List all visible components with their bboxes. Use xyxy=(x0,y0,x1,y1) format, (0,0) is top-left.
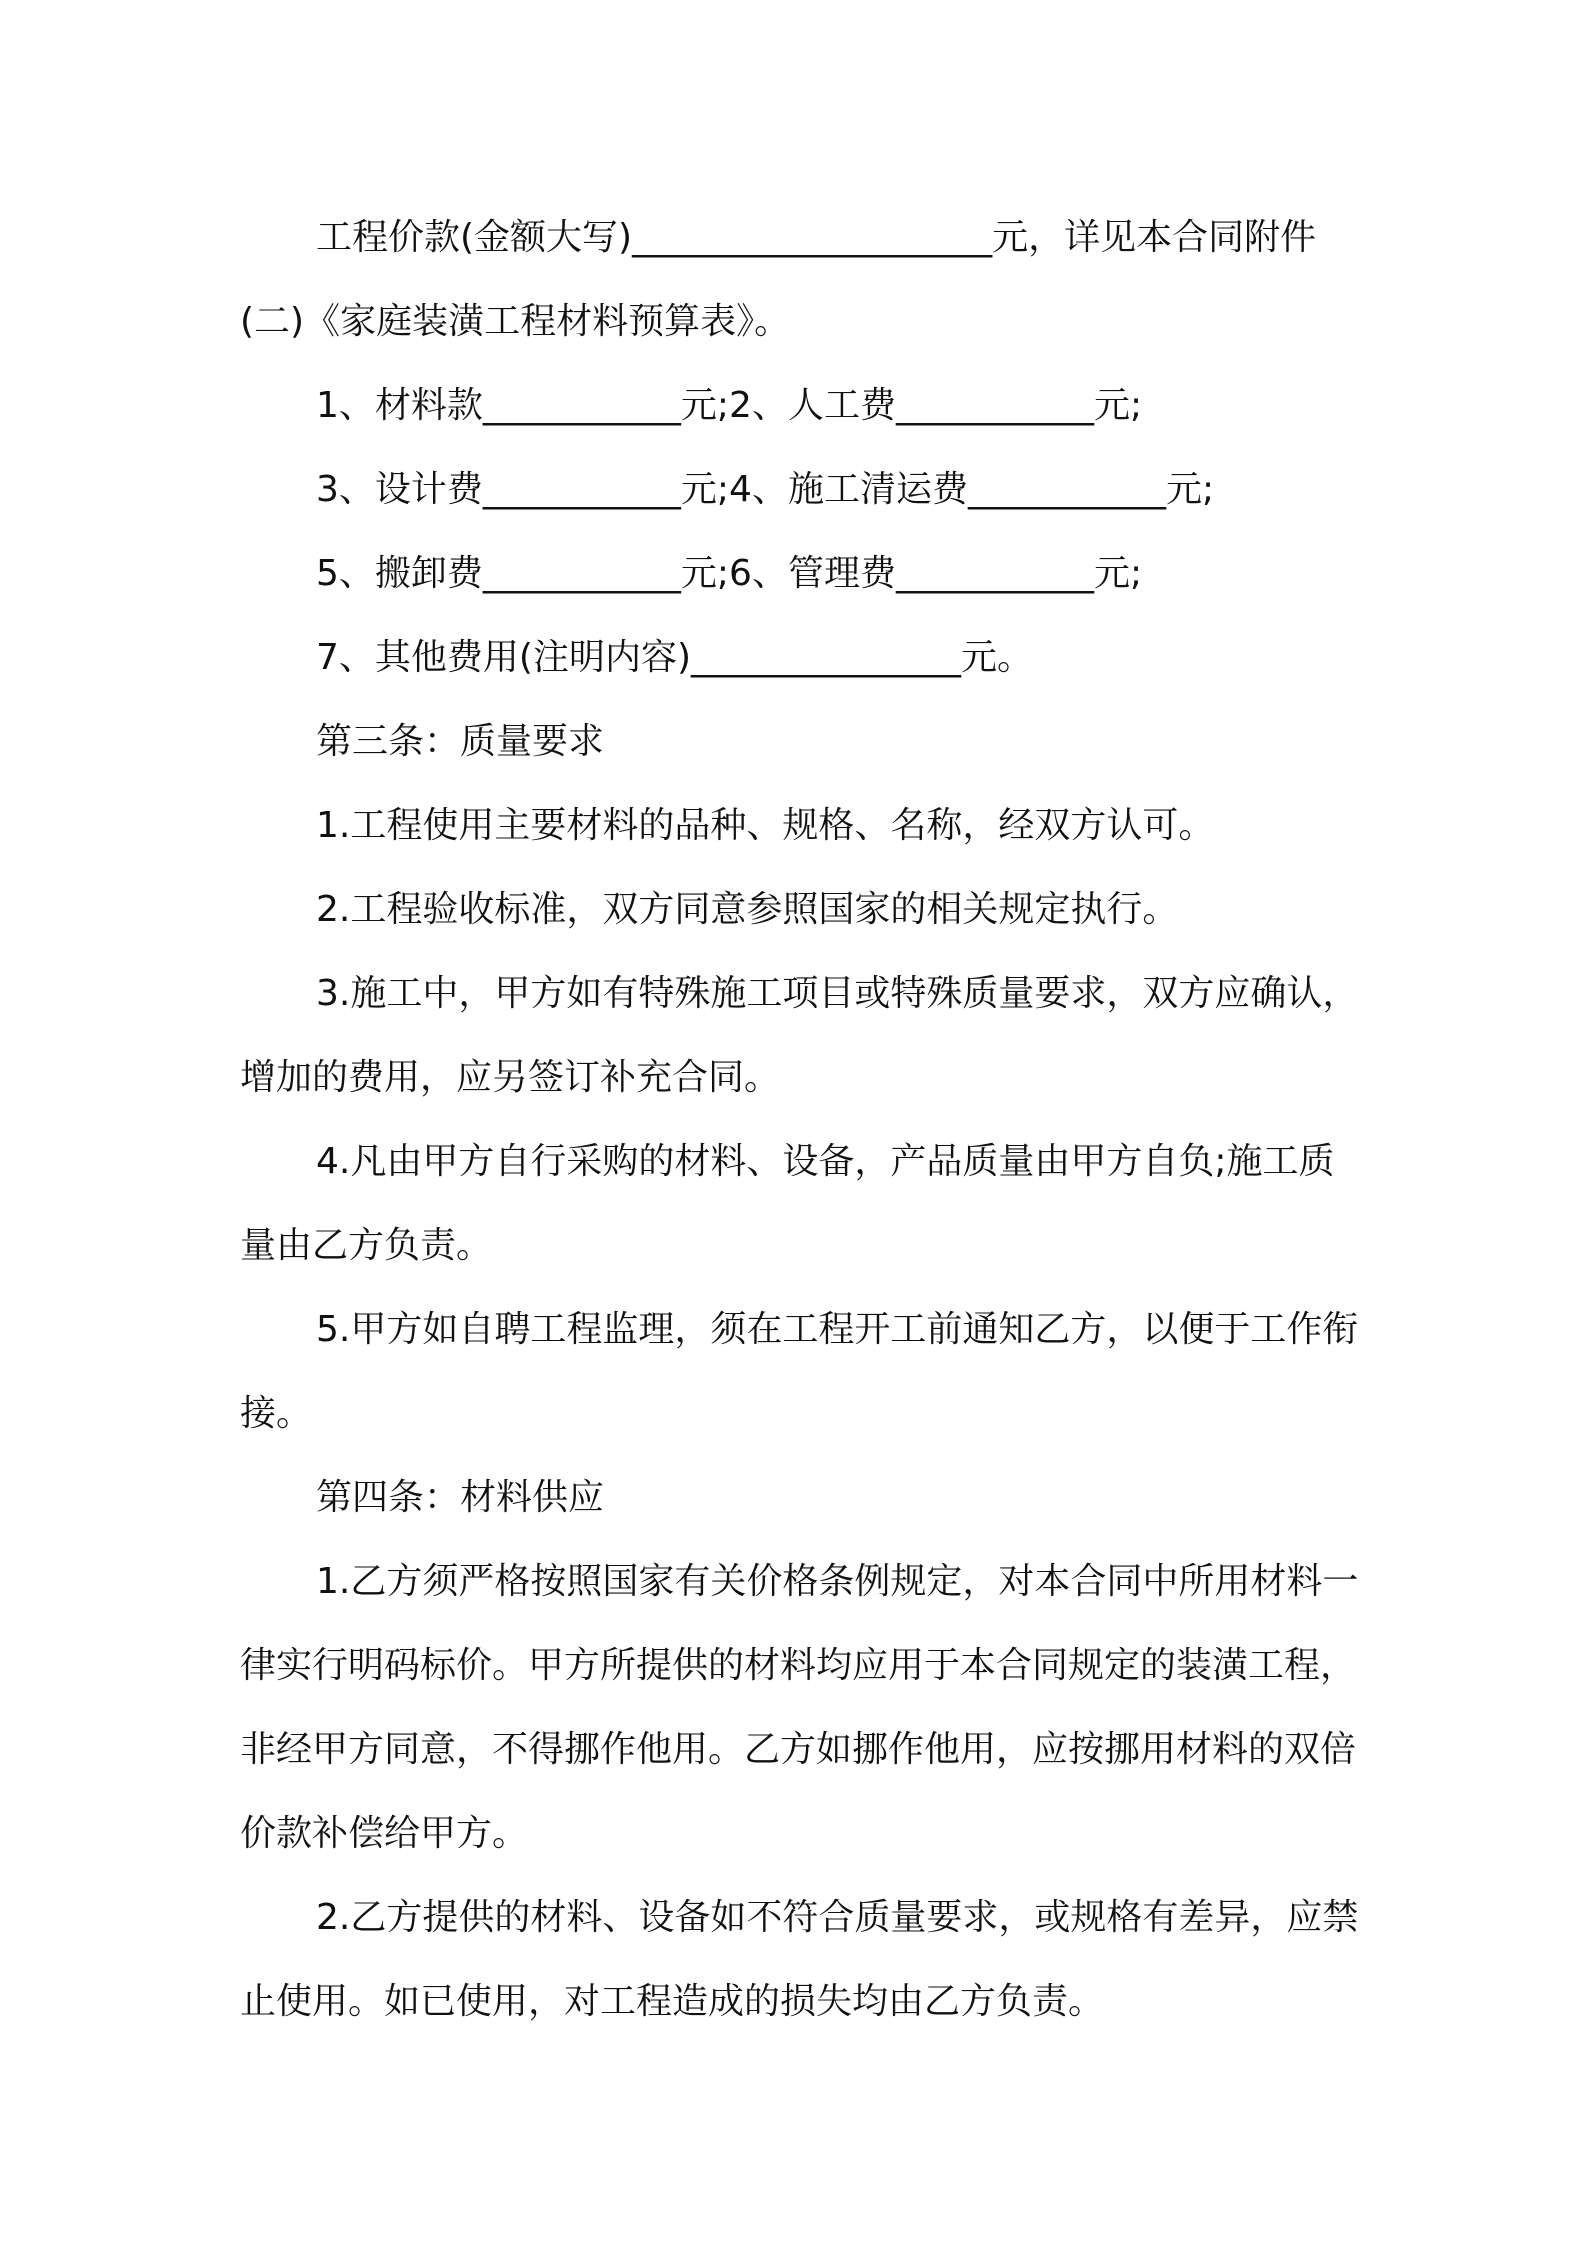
section-heading-materials: 第四条：材料供应 xyxy=(316,1477,605,1518)
document-body xyxy=(240,196,1360,2044)
fee-line-3-4: 3、设计费___________元;4、施工清运费___________元; xyxy=(316,469,1215,510)
fee-line-1-2: 1、材料款___________元;2、人工费___________元; xyxy=(316,385,1143,426)
materials-item-1: 1.乙方须严格按照国家有关价格条例规定，对本合同中所用材料一律实行明码标价。甲方所提供的材料均应用于本合同规定的装潢工程，非经甲方同意，不得挪作他用。乙方如挪作他用，应按挪用材料的双倍价款补偿给甲方。 xyxy=(240,1561,1359,1854)
quality-item-2: 2.工程验收标准，双方同意参照国家的相关规定执行。 xyxy=(316,889,1179,930)
fee-line-7: 7、其他费用(注明内容)_______________元。 xyxy=(316,637,1033,678)
materials-item-2: 2.乙方提供的材料、设备如不符合质量要求，或规格有差异，应禁止使用。如已使用，对工程造成的损失均由乙方负责。 xyxy=(240,1897,1359,2022)
fee-line-5-6: 5、搬卸费___________元;6、管理费___________元; xyxy=(316,553,1143,594)
section-heading-quality: 第三条：质量要求 xyxy=(316,721,605,762)
paragraph-project-price: 工程价款(金额大写)____________________元，详见本合同附件(二)《家庭装潢工程材料预算表》。 xyxy=(240,217,1317,342)
quality-item-5: 5.甲方如自聘工程监理，须在工程开工前通知乙方，以便于工作衔接。 xyxy=(240,1309,1359,1434)
quality-item-3: 3.施工中，甲方如有特殊施工项目或特殊质量要求，双方应确认，增加的费用，应另签订补充合同。 xyxy=(240,973,1359,1098)
quality-item-1: 1.工程使用主要材料的品种、规格、名称，经双方认可。 xyxy=(316,805,1215,846)
quality-item-4: 4.凡由甲方自行采购的材料、设备，产品质量由甲方自负;施工质量由乙方负责。 xyxy=(240,1141,1335,1266)
